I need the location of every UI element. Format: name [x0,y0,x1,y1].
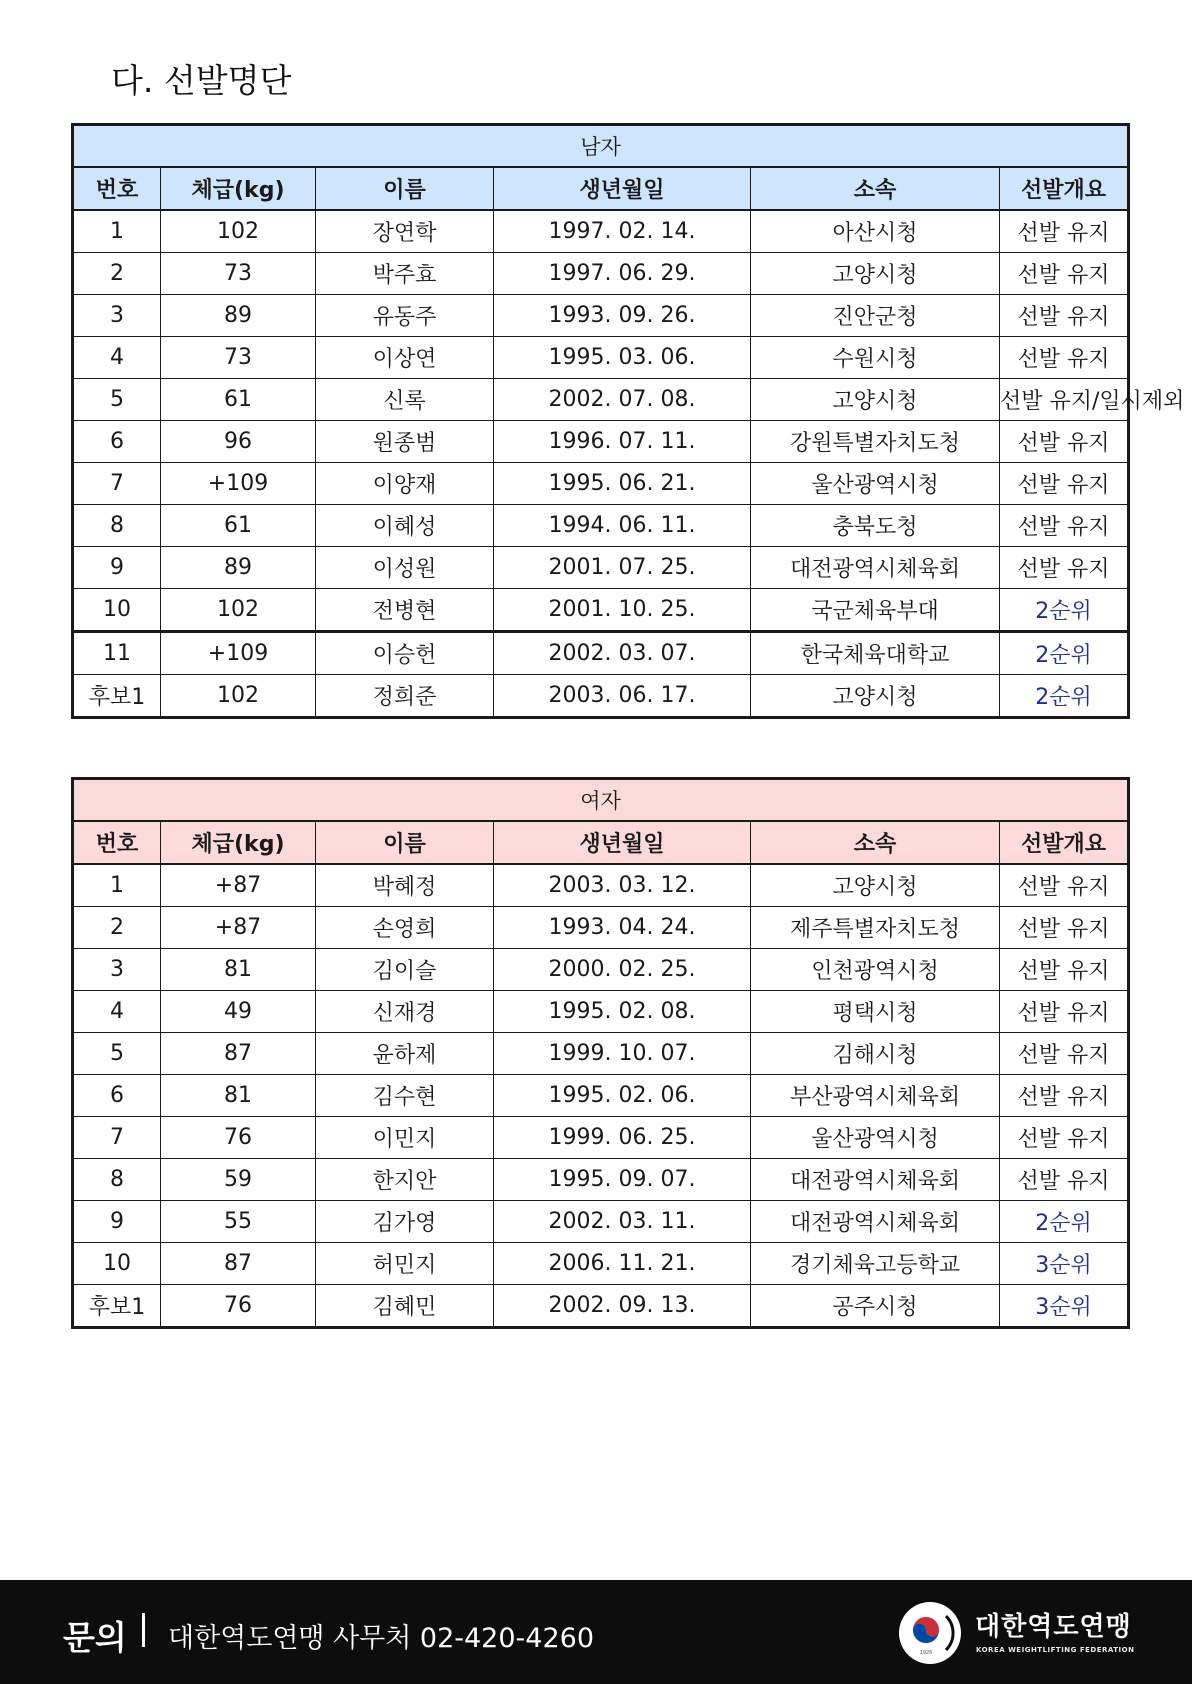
cell-name: 허민지 [316,1243,494,1285]
footer-divider [142,1613,145,1647]
table-row [73,1075,1129,1117]
footer-contact-text: 대한역도연맹 사무처 02-420-4260 [168,1623,594,1654]
cell-birthdate: 1993. 09. 26. [494,295,751,337]
cell-selection: 선발 유지 [1000,1159,1129,1201]
cell-number: 2 [73,907,161,949]
footer-bar [0,1580,1192,1684]
cell-affiliation: 강원특별자치도청 [751,421,1000,463]
men-head-weight-class: 체급(kg) [161,167,316,210]
men-table-caption: 남자 [73,125,1129,168]
cell-weight-class: 102 [161,675,316,718]
cell-birthdate: 1995. 09. 07. [494,1159,751,1201]
cell-selection: 3순위 [1000,1285,1129,1328]
cell-selection: 선발 유지 [1000,337,1129,379]
table-row [73,463,1129,505]
cell-selection: 선발 유지/일시제외 [1000,379,1129,421]
table-row [73,295,1129,337]
cell-affiliation: 고양시청 [751,253,1000,295]
cell-number: 4 [73,337,161,379]
table-row [73,589,1129,632]
men-head-affiliation: 소속 [751,167,1000,210]
federation-logo-text: 대한역도연맹 [975,1612,1132,1642]
cell-birthdate: 1994. 06. 11. [494,505,751,547]
table-row [73,337,1129,379]
men-head-selection: 선발개요 [1000,167,1129,210]
cell-birthdate: 1995. 02. 08. [494,991,751,1033]
cell-weight-class: 61 [161,379,316,421]
cell-weight-class: 61 [161,505,316,547]
page-title: 다. 선발명단 [111,61,292,100]
cell-name: 이양재 [316,463,494,505]
cell-affiliation: 대전광역시체육회 [751,1201,1000,1243]
cell-name: 유동주 [316,295,494,337]
cell-selection: 선발 유지 [1000,463,1129,505]
table-row [73,505,1129,547]
cell-number: 9 [73,1201,161,1243]
cell-birthdate: 2002. 03. 11. [494,1201,751,1243]
cell-name: 이혜성 [316,505,494,547]
women-head-weight-class: 체급(kg) [161,821,316,864]
cell-weight-class: 87 [161,1033,316,1075]
cell-number: 8 [73,1159,161,1201]
cell-affiliation: 부산광역시체육회 [751,1075,1000,1117]
cell-birthdate: 1996. 07. 11. [494,421,751,463]
cell-selection: 선발 유지 [1000,505,1129,547]
cell-affiliation: 인천광역시청 [751,949,1000,991]
cell-name: 손영희 [316,907,494,949]
cell-selection: 선발 유지 [1000,991,1129,1033]
table-row [73,1285,1129,1328]
table-row [73,675,1129,718]
women-head-birthdate: 생년월일 [494,821,751,864]
cell-name: 전병현 [316,589,494,632]
cell-name: 원종범 [316,421,494,463]
cell-number: 4 [73,991,161,1033]
women-table-caption: 여자 [73,779,1129,822]
cell-affiliation: 김해시청 [751,1033,1000,1075]
cell-weight-class: 87 [161,1243,316,1285]
cell-number: 3 [73,949,161,991]
table-row [73,1201,1129,1243]
cell-affiliation: 고양시청 [751,675,1000,718]
cell-weight-class: 81 [161,949,316,991]
cell-affiliation: 아산시청 [751,210,1000,253]
table-row [73,1117,1129,1159]
table-row [73,379,1129,421]
cell-selection: 선발 유지 [1000,547,1129,589]
cell-birthdate: 2000. 02. 25. [494,949,751,991]
cell-number: 1 [73,210,161,253]
cell-number: 8 [73,505,161,547]
women-head-affiliation: 소속 [751,821,1000,864]
cell-weight-class: 96 [161,421,316,463]
cell-weight-class: 76 [161,1285,316,1328]
cell-number: 10 [73,1243,161,1285]
cell-weight-class: 102 [161,589,316,632]
cell-selection: 2순위 [1000,675,1129,718]
emblem-year: 1926 [919,1650,933,1656]
cell-affiliation: 제주특별자치도청 [751,907,1000,949]
men-head-name: 이름 [316,167,494,210]
cell-name: 이상연 [316,337,494,379]
cell-weight-class: 59 [161,1159,316,1201]
cell-affiliation: 대전광역시체육회 [751,547,1000,589]
cell-weight-class: 55 [161,1201,316,1243]
cell-affiliation: 평택시청 [751,991,1000,1033]
cell-name: 윤하제 [316,1033,494,1075]
cell-weight-class: 76 [161,1117,316,1159]
cell-birthdate: 2002. 07. 08. [494,379,751,421]
cell-name: 신재경 [316,991,494,1033]
table-row [73,210,1129,253]
cell-selection: 선발 유지 [1000,210,1129,253]
cell-number: 5 [73,379,161,421]
cell-selection: 선발 유지 [1000,907,1129,949]
cell-name: 장연학 [316,210,494,253]
cell-birthdate: 1995. 06. 21. [494,463,751,505]
cell-affiliation: 울산광역시청 [751,463,1000,505]
cell-birthdate: 1997. 06. 29. [494,253,751,295]
cell-weight-class: 73 [161,337,316,379]
women-head-selection: 선발개요 [1000,821,1129,864]
cell-selection: 선발 유지 [1000,949,1129,991]
cell-weight-class: 73 [161,253,316,295]
cell-selection: 선발 유지 [1000,864,1129,907]
cell-weight-class: 102 [161,210,316,253]
cell-selection: 선발 유지 [1000,421,1129,463]
cell-affiliation: 경기체육고등학교 [751,1243,1000,1285]
cell-selection: 선발 유지 [1000,253,1129,295]
cell-name: 이성원 [316,547,494,589]
federation-logo-subtitle: KOREA WEIGHTLIFTING FEDERATION [976,1646,1135,1654]
cell-weight-class: +87 [161,864,316,907]
cell-name: 박주효 [316,253,494,295]
cell-birthdate: 2002. 09. 13. [494,1285,751,1328]
cell-weight-class: 49 [161,991,316,1033]
table-row [73,1033,1129,1075]
table-row [73,949,1129,991]
women-head-name: 이름 [316,821,494,864]
cell-weight-class: +87 [161,907,316,949]
cell-affiliation: 고양시청 [751,379,1000,421]
taegeuk-emblem-icon [897,1600,963,1666]
cell-number: 1 [73,864,161,907]
cell-weight-class: 81 [161,1075,316,1117]
cell-name: 신록 [316,379,494,421]
cell-number: 5 [73,1033,161,1075]
cell-weight-class: +109 [161,632,316,675]
cell-affiliation: 진안군청 [751,295,1000,337]
cell-affiliation: 고양시청 [751,864,1000,907]
cell-affiliation: 대전광역시체육회 [751,1159,1000,1201]
cell-weight-class: 89 [161,547,316,589]
cell-weight-class: +109 [161,463,316,505]
cell-selection: 선발 유지 [1000,1033,1129,1075]
cell-birthdate: 1993. 04. 24. [494,907,751,949]
cell-birthdate: 1999. 06. 25. [494,1117,751,1159]
cell-number: 2 [73,253,161,295]
men-head-birthdate: 생년월일 [494,167,751,210]
cell-number: 11 [73,632,161,675]
table-row [73,1243,1129,1285]
cell-affiliation: 한국체육대학교 [751,632,1000,675]
cell-selection: 2순위 [1000,1201,1129,1243]
cell-number: 후보1 [73,1285,161,1328]
cell-name: 김가영 [316,1201,494,1243]
cell-affiliation: 충북도청 [751,505,1000,547]
cell-birthdate: 2003. 03. 12. [494,864,751,907]
footer-inquiry-label: 문의 [63,1618,127,1657]
cell-selection: 3순위 [1000,1243,1129,1285]
women-roster-table [71,777,1130,1329]
cell-name: 한지안 [316,1159,494,1201]
table-row [73,1159,1129,1201]
cell-selection: 선발 유지 [1000,295,1129,337]
women-head-number: 번호 [73,821,161,864]
cell-birthdate: 2003. 06. 17. [494,675,751,718]
cell-number: 10 [73,589,161,632]
cell-birthdate: 2006. 11. 21. [494,1243,751,1285]
cell-birthdate: 2001. 10. 25. [494,589,751,632]
cell-affiliation: 국군체육부대 [751,589,1000,632]
cell-affiliation: 울산광역시청 [751,1117,1000,1159]
cell-name: 박혜정 [316,864,494,907]
men-roster-table [71,123,1185,719]
cell-number: 6 [73,1075,161,1117]
cell-name: 이민지 [316,1117,494,1159]
table-row [73,547,1129,589]
cell-name: 김수현 [316,1075,494,1117]
cell-name: 김이슬 [316,949,494,991]
cell-selection: 2순위 [1000,589,1129,632]
cell-name: 김혜민 [316,1285,494,1328]
cell-number: 6 [73,421,161,463]
cell-number: 후보1 [73,675,161,718]
cell-selection: 선발 유지 [1000,1117,1129,1159]
table-row [73,632,1129,675]
table-row [73,991,1129,1033]
cell-birthdate: 2002. 03. 07. [494,632,751,675]
cell-birthdate: 1999. 10. 07. [494,1033,751,1075]
table-row [73,421,1129,463]
cell-number: 3 [73,295,161,337]
cell-number: 7 [73,1117,161,1159]
cell-selection: 2순위 [1000,632,1129,675]
cell-name: 이승헌 [316,632,494,675]
cell-birthdate: 1997. 02. 14. [494,210,751,253]
cell-number: 7 [73,463,161,505]
cell-number: 9 [73,547,161,589]
table-row [73,864,1129,907]
men-head-number: 번호 [73,167,161,210]
cell-selection: 선발 유지 [1000,1075,1129,1117]
cell-affiliation: 공주시청 [751,1285,1000,1328]
cell-birthdate: 1995. 02. 06. [494,1075,751,1117]
table-row [73,907,1129,949]
cell-name: 정희준 [316,675,494,718]
cell-affiliation: 수원시청 [751,337,1000,379]
cell-birthdate: 1995. 03. 06. [494,337,751,379]
cell-weight-class: 89 [161,295,316,337]
table-row [73,253,1129,295]
cell-birthdate: 2001. 07. 25. [494,547,751,589]
